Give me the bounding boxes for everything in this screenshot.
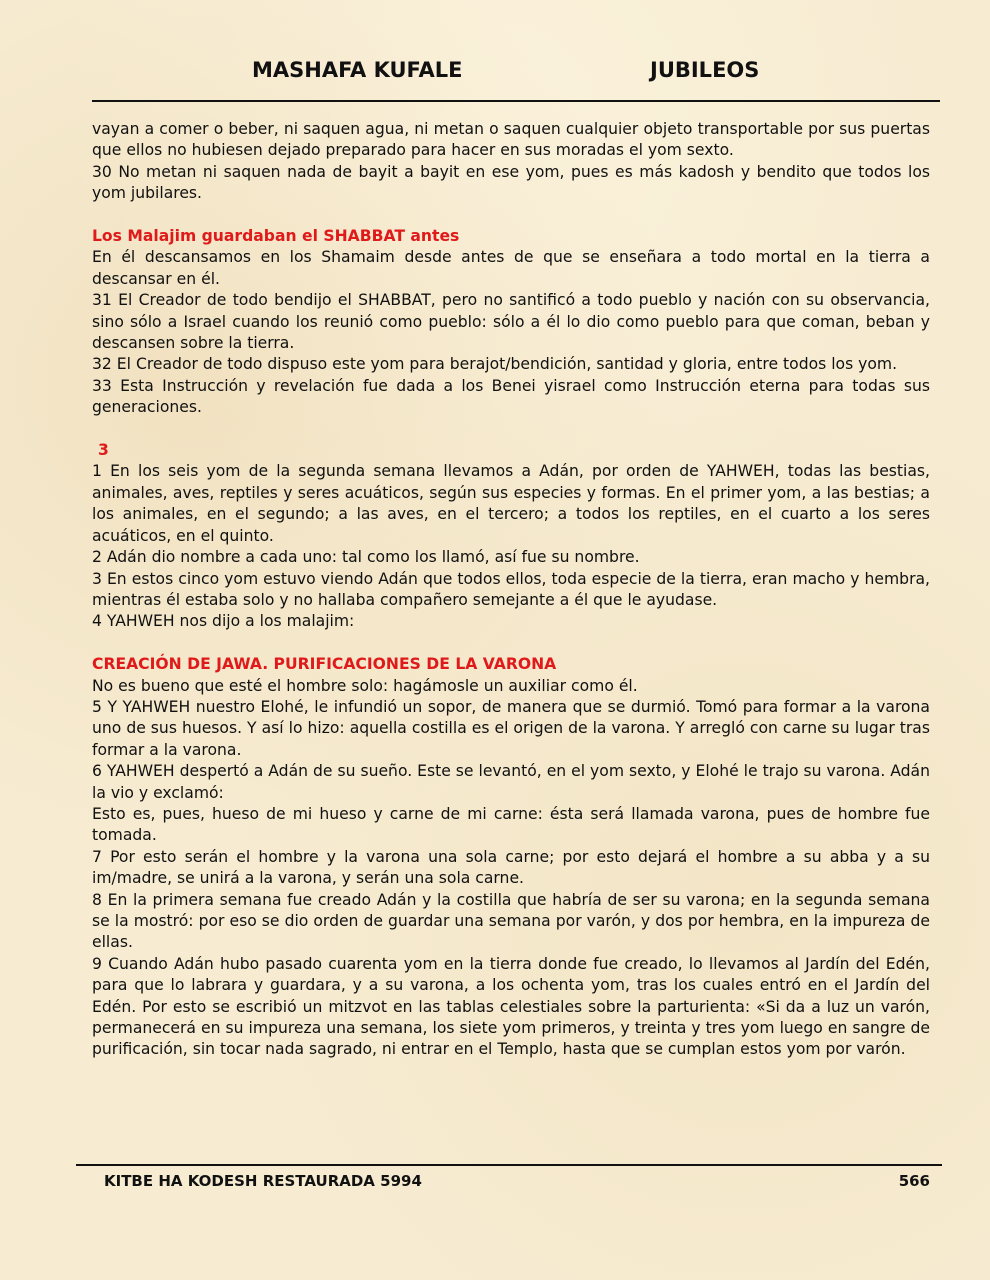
page-number: 566 (898, 1172, 930, 1190)
paragraph: En él descansamos en los Shamaim desde antes de que se enseñara a todo mortal en la tierra a descansar en él. (92, 248, 930, 288)
paragraph: Esto es, pues, hueso de mi hueso y carne de mi carne: ésta será llamada varona, pues de hombre fue tomada. (92, 804, 930, 845)
chapter-number: 3 (98, 441, 109, 460)
paragraph: No es bueno que esté el hombre solo: hagámosle un auxiliar como él. (92, 676, 638, 695)
spacer (92, 419, 930, 440)
paragraph: 5 Y YAHWEH nuestro Elohé, le infundió un sopor, de manera que se durmió. Tomó para formar a la varona uno de sus huesos. Y así lo hizo: aquella costilla es el origen de la varona. Y arregló con carne su lugar tras formar a la varona. (92, 697, 930, 759)
paragraph: 1 En los seis yom de la segunda semana llevamos a Adán, por orden de YAHWEH, todas las bestias, animales, aves, reptiles y seres acuáticos, según sus especies y formas. En el primer yom, a las bestias; a los animales, en el segundo; a las aves, en el tercero; a todos los reptiles, en el cuarto a los seres acuáticos, en el quinto. (92, 462, 930, 545)
paragraph: 30 No metan ni saquen nada de bayit a bayit en ese yom, pues es más kadosh y bendito que todos los yom jubilares. (92, 162, 930, 203)
paragraph: 9 Cuando Adán hubo pasado cuarenta yom en la tierra donde fue creado, lo llevamos al Jardín del Edén, para que lo labrara y guardara, y a su varona, a los ochenta yom, tras los cuales entró en el Jardín del Edén. Por esto se escribió un mitzvot en las tablas celestiales sobre la parturienta: «Si da a luz un varón, permanecerá en su impureza una semana, los siete yom primeros, y treinta y tres yom luego en sangre de purificación, sin tocar nada sagrado, ni entrar en el Templo, hasta que se cumplan estos yom por varón. (92, 954, 930, 1059)
page-header (0, 58, 990, 88)
paragraph: 32 El Creador de todo dispuso este yom para berajot/bendición, santidad y gloria, entre todos los yom. (92, 355, 898, 374)
paragraph: 31 El Creador de todo bendijo el SHABBAT, pero no santificó a todo pueblo y nación con su observancia, sino sólo a Israel cuando los reunió como pueblo: sólo a él lo dio como pueblo para que coman, beban y descansen sobre la tierra. (92, 291, 930, 353)
section-heading: CREACIÓN DE JAWA. PURIFICACIONES DE LA VARONA (92, 655, 557, 674)
paragraph: 6 YAHWEH despertó a Adán de su sueño. Este se levantó, en el yom sexto, y Elohé le trajo su varona. Adán la vio y exclamó: (92, 762, 930, 802)
paragraph: 8 En la primera semana fue creado Adán y la costilla que habría de ser su varona; en la segunda semana se la mostró: por eso se dio orden de guardar una semana por varón, y dos por hembra, en la impureza de ellas. (92, 890, 930, 952)
paragraph: 33 Esta Instrucción y revelación fue dada a los Benei yisrael como Instrucción eterna para todas sus generaciones. (92, 376, 930, 417)
footer-divider (76, 1164, 942, 1166)
paragraph: 3 En estos cinco yom estuvo viendo Adán que todos ellos, toda especie de la tierra, eran macho y hembra, mientras él estaba solo y no hallaba compañero semejante a él que le ayudase. (92, 569, 930, 609)
paragraph: 4 YAHWEH nos dijo a los malajim: (92, 612, 355, 631)
paragraph: 2 Adán dio nombre a cada uno: tal como los llamó, así fue su nombre. (92, 548, 640, 567)
spacer (92, 205, 930, 226)
page-footer (0, 1172, 990, 1196)
spacer (92, 633, 930, 654)
footer-book-title: KITBE HA KODESH RESTAURADA 5994 (104, 1172, 422, 1190)
page-body (92, 119, 930, 1061)
header-divider (92, 100, 940, 102)
header-right-title: JUBILEOS (650, 58, 760, 82)
paragraph: 7 Por esto serán el hombre y la varona una sola carne; por esto dejará el hombre a su abba y a su im/madre, se unirá a la varona, y serán una sola carne. (92, 847, 930, 888)
header-left-title: MASHAFA KUFALE (252, 58, 463, 82)
paragraph: vayan a comer o beber, ni saquen agua, ni metan o saquen cualquier objeto transportable por sus puertas que ellos no hubiesen dejado preparado para hacer en sus moradas el yom sexto. (92, 120, 930, 160)
section-heading: Los Malajim guardaban el SHABBAT antes (92, 227, 460, 246)
